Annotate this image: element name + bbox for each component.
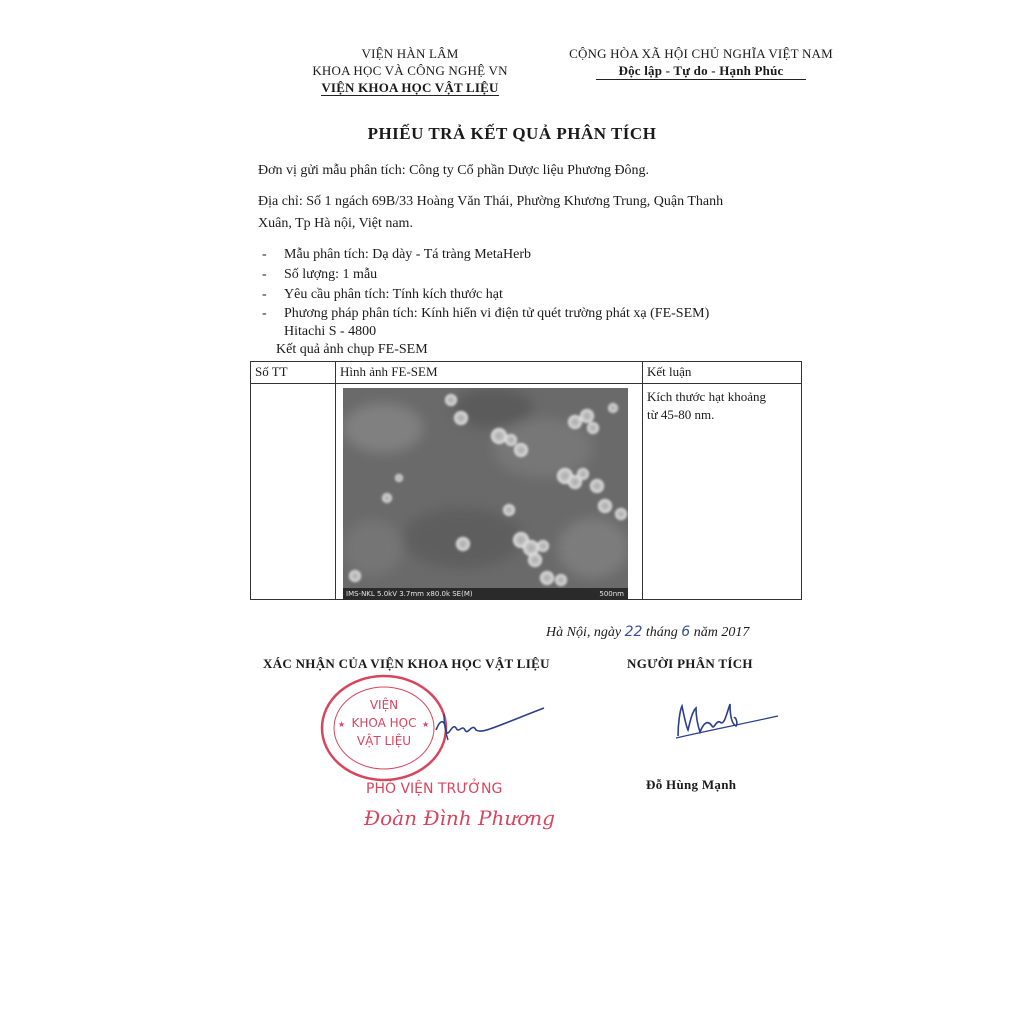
svg-text:★: ★ — [422, 720, 430, 729]
nation-line-1: CỘNG HÒA XÃ HỘI CHỦ NGHĨA VIỆT NAM — [569, 46, 833, 61]
list-item: - Phương pháp phân tích: Kính hiển vi điện tử quét trường phát xạ (FE-SEM) — [262, 306, 710, 321]
nation-header — [558, 45, 844, 79]
svg-text:★: ★ — [338, 720, 346, 729]
stamp-text-3: VẬT LIỆU — [356, 734, 412, 748]
list-item: - Số lượng: 1 mẫu — [262, 267, 378, 282]
institute-line-1: VIỆN HÀN LÂM — [361, 46, 459, 61]
sem-info-bar — [343, 588, 628, 600]
sem-image — [343, 388, 628, 600]
institute-line-3: VIỆN KHOA HỌC VẬT LIỆU — [321, 80, 499, 95]
date-line: Hà Nội, ngày 22 tháng 6 năm 2017 — [546, 624, 750, 640]
col-header-conclusion: Kết luận — [643, 362, 802, 384]
stamp-text-1: VIỆN — [369, 698, 399, 712]
stamp-text-2: KHOA HỌC — [351, 716, 417, 730]
date-month: 6 — [681, 624, 691, 640]
date-day: 22 — [624, 624, 643, 640]
table-header-row — [251, 362, 802, 384]
deputy-signature — [432, 700, 552, 750]
address-line-2: Xuân, Tp Hà nội, Việt nam. — [258, 216, 413, 231]
sem-particles — [343, 388, 628, 588]
nation-line-2: Độc lập - Tự do - Hạnh Phúc — [558, 62, 844, 79]
list-item: - Yêu cầu phân tích: Tính kích thước hạt — [262, 287, 503, 302]
deputy-title: PHÓ VIỆN TRƯỞNG — [366, 781, 503, 797]
analyst-title: NGƯỜI PHÂN TÍCH — [627, 656, 753, 671]
address-line-1: Địa chỉ: Số 1 ngách 69B/33 Hoàng Văn Thái, Phường Khương Trung, Quận Thanh — [258, 194, 724, 209]
document-title: PHIẾU TRẢ KẾT QUẢ PHÂN TÍCH — [367, 124, 657, 143]
confirm-title: XÁC NHẬN CỦA VIỆN KHOA HỌC VẬT LIỆU — [263, 656, 550, 671]
sender-line: Đơn vị gửi mẫu phân tích: Công ty Cổ phần Dược liệu Phương Đông. — [258, 163, 650, 178]
analyst-name: Đỗ Hùng Mạnh — [646, 777, 737, 792]
institute-line-2: KHOA HỌC VÀ CÔNG NGHỆ VN — [312, 63, 508, 78]
col-header-image: Hình ảnh FE-SEM — [336, 362, 643, 384]
sem-info-text: IMS-NKL 5.0kV 3.7mm x80.0k SE(M) — [346, 590, 473, 598]
list-item: - Mẫu phân tích: Dạ dày - Tá tràng MetaHerb — [262, 247, 531, 262]
result-caption: Kết quả ảnh chụp FE-SEM — [276, 342, 428, 357]
analyst-signature — [672, 696, 782, 746]
institute-header — [290, 45, 530, 96]
sem-scale-label: 500nm — [599, 590, 624, 598]
list-item-continuation: Hitachi S - 4800 — [284, 324, 377, 339]
col-header-index: Số TT — [251, 362, 336, 384]
deputy-name: Đoàn Đình Phương — [364, 806, 555, 830]
cell-index — [251, 384, 336, 600]
cell-conclusion: Kích thước hạt khoảng từ 45-80 nm. — [643, 384, 802, 600]
